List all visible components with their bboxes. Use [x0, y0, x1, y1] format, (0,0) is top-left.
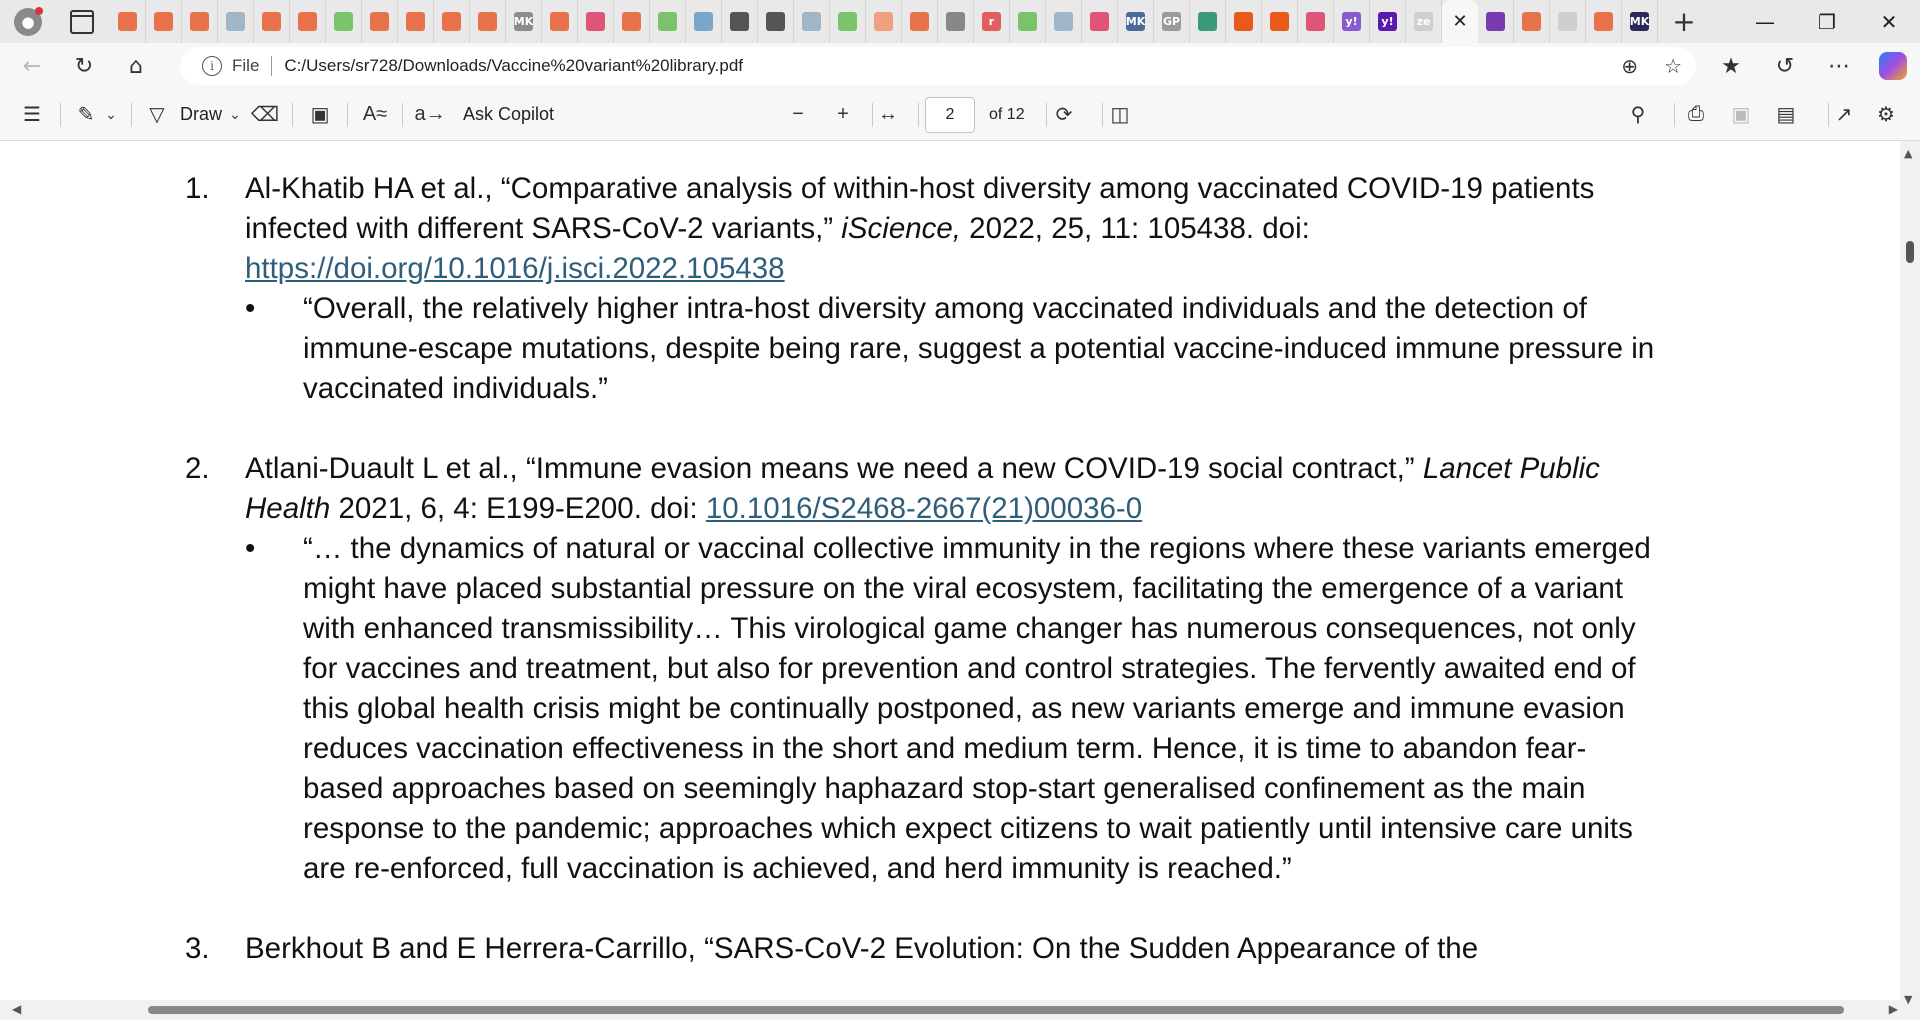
contents-icon[interactable]: ☰ — [23, 104, 41, 126]
bookmark-icon — [622, 12, 641, 31]
pdf-toolbar — [0, 89, 1920, 141]
browser-tab[interactable] — [686, 0, 722, 43]
bullet-point: • — [245, 532, 256, 565]
profile-avatar-icon[interactable]: ● — [14, 8, 42, 36]
reference-authors-title: Berkhout B and E Herrera-Carrillo, “SARS-CoV-2 Evolution: On the Sudden Appearance of the — [245, 932, 1479, 965]
reference-journal: iScience, — [841, 212, 961, 245]
close-tab-icon[interactable]: ✕ — [1452, 11, 1468, 32]
fullscreen-icon[interactable]: ↗ — [1835, 104, 1853, 126]
r-icon: r — [982, 12, 1001, 31]
browser-tab[interactable] — [542, 0, 578, 43]
box-icon — [874, 12, 893, 31]
toolbar-divider — [1674, 103, 1675, 127]
bookmark-icon — [118, 12, 137, 31]
browser-tab[interactable] — [650, 0, 686, 43]
active-tab[interactable] — [1442, 0, 1478, 43]
browser-tab[interactable] — [722, 0, 758, 43]
browser-tab[interactable] — [1190, 0, 1226, 43]
browser-tab[interactable] — [362, 0, 398, 43]
history-icon[interactable]: ↺ — [1775, 53, 1795, 79]
quote-text: “… the dynamics of natural or vaccinal collective immunity in the regions where these variants emerged might have placed substantial pressure on the viral ecosystem, facilitating the emergence of a variant with enhanced transmissibility… This virological game changer has numerous consequences, not only for vaccines and treatment, but also for prevention and control strategies. The fervently awaited end of this global health crisis might be continually postponed, as new variants emerge and immune evasion reduces vaccination effectiveness in the short and medium term. Hence, it is time to abandon fear-based approaches based on seemingly haphazard stop-start generalised confinement as the main response to the pandemic; approaches which expect citizens to wait patiently until intensive care units are re-enforced, full vaccination is achieved, and herd immunity is reached.” — [303, 532, 1651, 885]
draw-button[interactable] — [180, 97, 222, 133]
add-text-icon[interactable]: ▣ — [310, 104, 330, 126]
news-icon: MK — [1630, 12, 1649, 31]
restore-button[interactable]: ❐ — [1818, 9, 1836, 34]
favorite-star-icon[interactable]: ☆ — [1664, 54, 1682, 78]
browser-tab[interactable] — [830, 0, 866, 43]
app-icon — [1198, 12, 1217, 31]
browser-tab[interactable] — [974, 0, 1010, 43]
play-icon — [334, 12, 353, 31]
gp-icon: GP — [1162, 12, 1181, 31]
reference-details: 2022, 25, 11: 105438. doi: — [960, 212, 1310, 245]
site-info-icon[interactable]: i — [202, 56, 222, 76]
highlight-icon[interactable]: ✎ — [77, 104, 95, 126]
save-icon[interactable]: ▣ — [1731, 104, 1751, 126]
quote-text: “Overall, the relatively higher intra-host diversity among vaccinated individuals and the detection of immune-escape mutations, despite being rare, suggest a potential vaccine-induced immune pressure in vaccinated individuals.” — [303, 292, 1655, 405]
news-icon: MK — [1126, 12, 1145, 31]
back-button[interactable]: ← — [22, 53, 42, 79]
browser-tab[interactable] — [1118, 0, 1154, 43]
reference-citation — [245, 929, 1665, 969]
bookmark-icon — [370, 12, 389, 31]
browser-tab[interactable] — [1154, 0, 1190, 43]
bookmark-icon — [262, 12, 281, 31]
diamond-icon — [766, 12, 785, 31]
reference-authors-title: Al-Khatib HA et al., “Comparative analysis of within-host diversity among vaccinated COVID-19 patients infected with different SARS-CoV-2 variants,” — [245, 172, 1595, 245]
vertical-scrollbar[interactable] — [1900, 141, 1920, 1020]
web-icon — [1054, 12, 1073, 31]
browser-tab[interactable] — [218, 0, 254, 43]
reference-journal: Lancet Public Health — [245, 452, 1600, 525]
close-window-button[interactable]: ✕ — [1880, 9, 1898, 34]
print-icon[interactable]: ⎙ — [1688, 103, 1704, 125]
rotate-icon[interactable]: ⟳ — [1055, 104, 1073, 126]
yahoo-icon: y! — [1342, 12, 1361, 31]
puzzle-icon — [1558, 12, 1577, 31]
draw-icon[interactable]: ▽ — [149, 104, 165, 126]
browser-tab[interactable] — [254, 0, 290, 43]
reference-item — [185, 449, 1665, 889]
pdf-document-viewer[interactable] — [0, 141, 1920, 1020]
bookmark-icon — [298, 12, 317, 31]
browser-tab[interactable] — [578, 0, 614, 43]
browser-tab[interactable] — [866, 0, 902, 43]
doi-link[interactable]: 10.1016/S2468-2667(21)00036-0 — [705, 492, 1143, 525]
bookmark-icon — [478, 12, 497, 31]
fit-to-width-icon[interactable]: ↔ — [878, 103, 898, 125]
browser-tab[interactable] — [794, 0, 830, 43]
browser-tab[interactable] — [1550, 0, 1586, 43]
browser-tab[interactable] — [182, 0, 218, 43]
video-icon — [1090, 12, 1109, 31]
browser-tab[interactable] — [902, 0, 938, 43]
browser-tab[interactable] — [1262, 0, 1298, 43]
reference-quote — [245, 529, 1665, 889]
url-text[interactable]: C:/Users/sr728/Downloads/Vaccine%20variant%20library.pdf — [284, 56, 743, 75]
address-bar[interactable] — [180, 47, 1696, 85]
window-controls — [1734, 0, 1920, 43]
tab-strip — [0, 0, 1920, 43]
browser-tab[interactable] — [1370, 0, 1406, 43]
zoom-icon[interactable]: ⊕ — [1621, 54, 1639, 78]
address-divider — [271, 56, 272, 76]
browser-tab[interactable] — [1514, 0, 1550, 43]
scroll-left-arrow-icon[interactable]: ◀ — [12, 1002, 22, 1016]
reference-item — [185, 169, 1665, 409]
zoom-out-icon[interactable]: − — [792, 103, 804, 125]
browser-tab[interactable] — [758, 0, 794, 43]
arrow-icon — [946, 12, 965, 31]
page-count-label: of 12 — [989, 106, 1025, 123]
ask-copilot-button[interactable] — [463, 97, 554, 133]
bookmark-icon — [154, 12, 173, 31]
reference-citation — [245, 449, 1665, 529]
browser-tab[interactable] — [506, 0, 542, 43]
copilot-icon — [1879, 52, 1907, 80]
slash-icon — [730, 12, 749, 31]
ze-icon: ze — [1414, 12, 1433, 31]
pdf-page — [185, 169, 1665, 1009]
reference-number: 2. — [185, 452, 210, 485]
play-icon — [658, 12, 677, 31]
news-icon: MK — [514, 12, 533, 31]
circle-icon — [910, 12, 929, 31]
play-icon — [1018, 12, 1037, 31]
more-options-icon[interactable]: ⋯ — [1828, 53, 1850, 79]
toolbar-divider — [60, 103, 61, 127]
browser-tab[interactable] — [290, 0, 326, 43]
browser-tab[interactable] — [1406, 0, 1442, 43]
save-as-icon[interactable]: ▤ — [1776, 104, 1796, 126]
scheme-label: File — [232, 56, 260, 75]
browser-tab[interactable] — [614, 0, 650, 43]
bullet-point: • — [245, 292, 256, 325]
toolbar-divider — [292, 103, 293, 127]
browser-tab[interactable] — [398, 0, 434, 43]
browser-tab[interactable] — [1478, 0, 1514, 43]
play-icon — [838, 12, 857, 31]
zoom-in-icon[interactable]: + — [837, 103, 849, 125]
scroll-up-arrow-icon[interactable]: ▲ — [1904, 147, 1913, 160]
horizontal-scroll-thumb[interactable] — [148, 1006, 1844, 1014]
tab-actions-icon[interactable] — [70, 10, 94, 34]
page-number-input[interactable]: 2 — [925, 97, 975, 133]
reference-number: 1. — [185, 172, 210, 205]
highlight-chevron-down-icon[interactable]: ⌄ — [105, 106, 117, 122]
toolbar-divider — [402, 103, 403, 127]
reference-quote — [245, 289, 1665, 409]
search-icon — [694, 12, 713, 31]
video-icon — [586, 12, 605, 31]
yahoo-icon: y! — [1378, 12, 1397, 31]
browser-tab[interactable] — [470, 0, 506, 43]
browser-tab[interactable] — [938, 0, 974, 43]
browser-tab[interactable] — [1010, 0, 1046, 43]
draw-chevron-down-icon[interactable]: ⌄ — [229, 106, 241, 122]
minimize-button[interactable]: — — [1755, 9, 1775, 34]
navigation-bar — [0, 43, 1920, 89]
toolbar-divider — [347, 103, 348, 127]
scroll-down-arrow-icon[interactable]: ▼ — [1904, 993, 1913, 1006]
reference-authors-title: Atlani-Duault L et al., “Immune evasion means we need a new COVID-19 social contract,” — [245, 452, 1423, 485]
bookmark-icon — [550, 12, 569, 31]
mail-icon — [1486, 12, 1505, 31]
browser-tab[interactable] — [434, 0, 470, 43]
reference-citation — [245, 169, 1665, 289]
new-tab-button[interactable]: + — [1672, 5, 1696, 38]
browser-tab[interactable] — [1298, 0, 1334, 43]
video-icon — [1306, 12, 1325, 31]
web-icon — [226, 12, 245, 31]
doi-link[interactable]: https://doi.org/10.1016/j.isci.2022.105438 — [245, 252, 785, 285]
ask-copilot-label: Ask Copilot — [463, 104, 555, 124]
reference-number: 3. — [185, 932, 210, 965]
web-icon — [802, 12, 821, 31]
bookmark-icon — [190, 12, 209, 31]
draw-label: Draw — [180, 104, 223, 124]
toolbar-divider — [918, 103, 919, 127]
bookmark-icon — [1522, 12, 1541, 31]
browser-tab[interactable] — [1046, 0, 1082, 43]
browser-tab[interactable] — [1586, 0, 1622, 43]
copilot-button[interactable] — [1866, 43, 1920, 89]
bookmark-icon — [406, 12, 425, 31]
refresh-button[interactable]: ↻ — [74, 53, 94, 79]
browser-tab[interactable] — [110, 0, 146, 43]
bookmark-icon — [1594, 12, 1613, 31]
translate-icon[interactable]: a→ — [414, 103, 446, 125]
toolbar-divider — [131, 103, 132, 127]
tab-list — [110, 0, 1658, 43]
bookmark-icon — [1270, 12, 1289, 31]
browser-tab[interactable] — [326, 0, 362, 43]
vertical-scroll-thumb[interactable] — [1906, 241, 1914, 263]
favorites-icon[interactable]: ★ — [1721, 53, 1741, 79]
scroll-right-arrow-icon[interactable]: ▶ — [1888, 1002, 1898, 1016]
reference-details: 2021, 6, 4: E199-E200. doi: — [330, 492, 706, 525]
browser-tab[interactable] — [1334, 0, 1370, 43]
bookmark-icon — [442, 12, 461, 31]
reference-item — [185, 929, 1665, 969]
erase-icon[interactable]: ⌫ — [250, 104, 280, 126]
browser-tab[interactable] — [1622, 0, 1658, 43]
browser-tab[interactable] — [1226, 0, 1262, 43]
browser-tab[interactable] — [1082, 0, 1118, 43]
settings-gear-icon[interactable]: ⚙ — [1877, 104, 1895, 126]
page-view-icon[interactable]: ◫ — [1110, 104, 1130, 126]
horizontal-scrollbar[interactable] — [0, 1000, 1900, 1020]
read-aloud-icon[interactable]: A≈ — [362, 103, 388, 125]
bookmark-icon — [1234, 12, 1253, 31]
browser-tab[interactable] — [146, 0, 182, 43]
home-button[interactable]: ⌂ — [129, 53, 143, 79]
find-icon[interactable]: ⚲ — [1630, 104, 1646, 126]
